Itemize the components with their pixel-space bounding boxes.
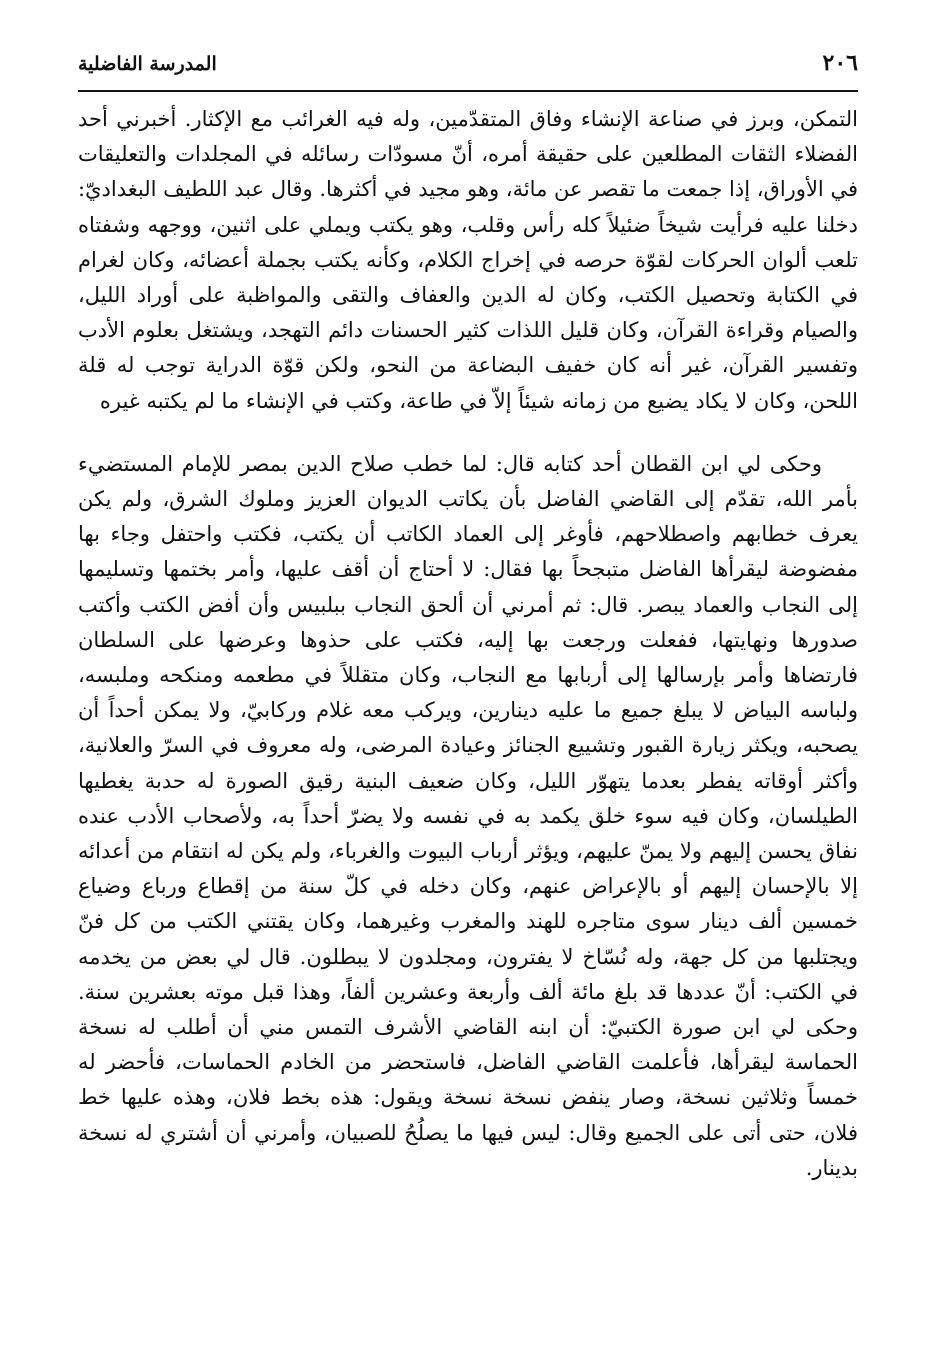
page-number: ٢٠٦: [822, 50, 858, 76]
header-divider: [78, 90, 858, 92]
page-header: [78, 50, 858, 86]
book-page: [78, 50, 858, 1186]
paragraph: وحكى لي ابن القطان أحد كتابه قال: لما خطب صلاح الدين بمصر للإمام المستضيء بأمر الله، تقدّم إلى القاضي الفاضل بأن يكاتب الديوان العزيز وملوك الشرق، ولم يكن يعرف خطابهم واصطلاحهم، فأوغر إلى العماد الكاتب أن يكتب، فكتب واحتفل وجاء بها مفضوضة ليقرأها الفاضل متبجحاً بها فقال: لا أحتاج أن أقف عليها، وأمر بختمها وتسليمها إلى النجاب والعماد يبصر. قال: ثم أمرني أن ألحق النجاب ببلبيس وأن أفض الكتب وأكتب صدورها ونهايتها، ففعلت ورجعت بها إليه، فكتب على حذوها وعرضها على السلطان فارتضاها وأمر بإرسالها إلى أربابها مع النجاب، وكان متقللاً في مطعمه ومنكحه وملبسه، ولباسه البياض لا يبلغ جميع ما عليه دينارين، ويركب معه غلام وركابيّ، ولا يمكن أحداً أن يصحبه، ويكثر زيارة القبور وتشييع الجنائز وعيادة المرضى، وله معروف في السرّ والعلانية، وأكثر أوقاته يفطر بعدما يتهوّر الليل، وكان ضعيف البنية رقيق الصورة له حدبة يغطيها الطيلسان، وكان فيه سوء خلق يكمد به في نفسه ولا يضرّ أحداً به، ولأصحاب الأدب عنده نفاق يحسن إليهم ولا يمنّ عليهم، ويؤثر أرباب البيوت والغرباء، ولم يكن له انتقام من أعدائه إلا بالإحسان إليهم أو بالإعراض عنهم، وكان دخله في كلّ سنة من إقطاع ورباع وضياع خمسين ألف دينار سوى متاجره للهند والمغرب وغيرهما، وكان يقتني الكتب من كل فنّ ويجتلبها من كل جهة، وله نُسّاخ لا يفترون، ومجلدون لا يبطلون. قال لي بعض من يخدمه في الكتب: أنّ عددها قد بلغ مائة ألف وأربعة وعشرين ألفاً، وهذا قبل موته بعشرين سنة. وحكى لي ابن صورة الكتبيّ: أن ابنه القاضي الأشرف التمس مني أن أطلب له نسخة الحماسة ليقرأها، فأعلمت القاضي الفاضل، فاستحضر من الخادم الحماسات، فأحضر له خمساً وثلاثين نسخة، وصار ينفض نسخة نسخة ويقول: هذه بخط فلان، وهذه عليها خط فلان، حتى أتى على الجميع وقال: ليس فيها ما يصلُحُ للصبيان، وأمرني أن أشتري له نسخة بدينار.: [78, 451, 858, 1180]
paragraph: التمكن، وبرز في صناعة الإنشاء وفاق المتقدّمين، وله فيه الغرائب مع الإكثار. أخبرني أحد الفضلاء الثقات المطلعين على حقيقة أمره، أنّ مسودّات رسائله في المجلدات والتعليقات في الأوراق، إذا جمعت ما تقصر عن مائة، وهو مجيد في أكثرها. وقال عبد اللطيف البغداديّ: دخلنا عليه فرأيت شيخاً ضئيلاً كله رأس وقلب، وهو يكتب ويملي على اثنين، ووجهه وشفتاه تلعب ألوان الحركات لقوّة حرصه في إخراج الكلام، وكأنه يكتب بجملة أعضائه، وكان لغرام في الكتابة وتحصيل الكتب، وكان له الدين والعفاف والتقى والمواظبة على أوراد الليل، والصيام وقراءة القرآن، وكان قليل اللذات كثير الحسنات دائم التهجد، ويشتغل بعلوم الأدب وتفسير القرآن، غير أنه كان خفيف البضاعة من النحو، ولكن قوّة الدراية توجب له قلة اللحن، وكان لا يكاد يضيع من زمانه شيئاً إلاّ في طاعة، وكتب في الإنشاء ما لم يكتبه غيره: [78, 107, 858, 413]
running-title: المدرسة الفاضلية: [78, 53, 217, 75]
page-body: [78, 102, 858, 1186]
